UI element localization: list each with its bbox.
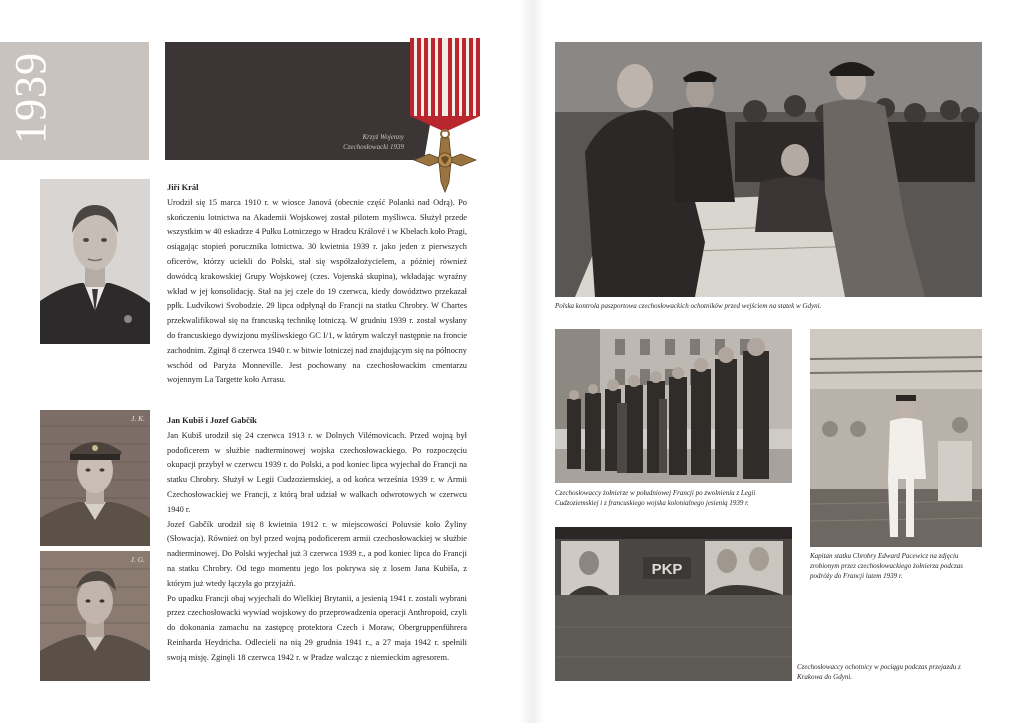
gabcik-initials: J. G.: [130, 555, 145, 564]
photo-captain-pacewicz: [810, 329, 982, 547]
caption-train: Czechosłowaccy ochotnicy w pociągu podczas przejazdu z Krakowa do Gdyni.: [797, 663, 961, 682]
photo-soldiers-france: [555, 329, 792, 483]
kral-text: Urodził się 15 marca 1910 r. w wiosce Janová (obecnie część Polanki nad Odrą). Po skończeniu lotnictwa na Akademii Wojskowej został pilotem myśliwca. Służył przede wszystkim w 40 eskadrze 4 Pułku Lotniczego w Hradcu Králové i w Kbełach koło Pragi, osiągając stopień porucznika lotnictwa. 30 kwietnia 1939 r. jako jeden z pierwszych oficerów, którzy uciekli do Polski, stał się współzałożycielem, a później również dowódcą krakowskiej Grupy Wojskowej (czes. Vojenská skupina), wkładając wyraźny wkład w jej konsolidację. Stał na jej czele do 19 czerwca, kiedy dowództwo przekazał ppłk. Ludvíkowi Svobodzie. 29 lipca odpłynął do Francji na statku Chrobry. W Chartes przekwalifikował się na francuską technikę lotniczą. W grudniu 1939 r. został wysłany do francuskiego dywizjonu myśliwskiego GC I/1, w którym walczył następnie na froncie zachodnim. Zginął 8 czerwca 1940 r. w bitwie lotniczej nad znajdującym się na północny wschód od Paryża Monneville. Jest pochowany na czechosłowackim cmentarzu wojennym La Targette koło Arrasu.: [167, 197, 467, 385]
kubis-initials: J. K.: [131, 414, 145, 423]
year-block: [0, 42, 149, 160]
caption-captain: Kapitan statku Chrobry Edward Pacewicz na zdjęciu zrobionym przez czechosłowackiego żołnierza podczas podróży do Francji latem 1939 r.: [810, 552, 963, 581]
medal-caption-line1: Krzyż Wojenny: [362, 133, 404, 141]
kral-biography: [167, 181, 467, 388]
war-cross-medal: [400, 36, 490, 196]
medal-caption: [292, 133, 404, 153]
photo-train-volunteers: [555, 527, 792, 681]
photo-gdynia-passport-control: [555, 42, 982, 297]
gabcik-paragraph: Jozef Gabčík urodził się 8 kwietnia 1912 r. w miejscowości Poluvsie koło Żyliny (Słowacja). Również on był przed wojną podoficerem armii czechosłowackiej w służbie nadterminowej. Do Polski wyjechał już 3 czerwca 1939 r., a pod koniec lipca do Francji na statku Chrobry. Od tego momentu jego los pokrywa się z losem Jana Kubiša, z którym już wtedy łączyła go przyjaźń.: [167, 519, 467, 588]
year-label: 1939: [6, 52, 55, 144]
portrait-jiri-kral: [40, 179, 150, 344]
medal-caption-line2: Czechosłowacki 1939: [343, 142, 404, 151]
anthropoid-paragraph: Po upadku Francji obaj wyjechali do Wielkiej Brytanii, a jesienią 1941 r. zostali wybrani przez czechosłowacki wywiad wojskowy do przeprowadzenia operacji Anthropoid, czyli do dokonania zamachu na zastępcę protektora Czech i Moraw, Obergruppenführera Reinharda Heydricha. Odlecieli na nią 29 grudnia 1941 r., a 27 maja 1942 r. spełnili swoją misję. Zginęli 18 czerwca 1942 r. w Pradze walcząc z niemieckim agresorem.: [167, 593, 467, 662]
kubis-gabcik-name: Jan Kubiš i Jozef Gabčík: [167, 416, 257, 425]
caption-gdynia: Polska kontrola paszportowa czechosłowackich ochotników przed wejściem na statek w Gdyni.: [555, 302, 822, 310]
page-gutter: [520, 0, 544, 723]
kubis-gabcik-biography: [167, 414, 467, 666]
caption-france: Czechosłowaccy żołnierze w południowej Francji po zwolnieniu z Legii Cudzoziemskiej i z francuskiego wojska kolonialnego jesienią 1939 r.: [555, 489, 756, 508]
portrait-jan-kubis: [40, 410, 150, 546]
kubis-paragraph: Jan Kubiš urodził się 24 czerwca 1913 r. w Dolnych Vilémovicach. Przed wojną był podoficerem w służbie nadterminowej wojska czechosłowackiego. Po rozpoczęciu okupacji przybył w czerwcu 1939 r. do Polski, a pod koniec lipca wyjechał do Francji na statku Chrobry. Służył w Legii Cudzoziemskiej, a od końca września 1939 r. w Armii Czechosłowackiej we Francji, z którą brał udział w walkach odwrotowych w czerwcu 1940 r.: [167, 430, 467, 514]
kral-name: Jiří Král: [167, 183, 199, 192]
portrait-jozef-gabcik: [40, 551, 150, 681]
train-sign-pkp: PKP: [651, 561, 683, 578]
